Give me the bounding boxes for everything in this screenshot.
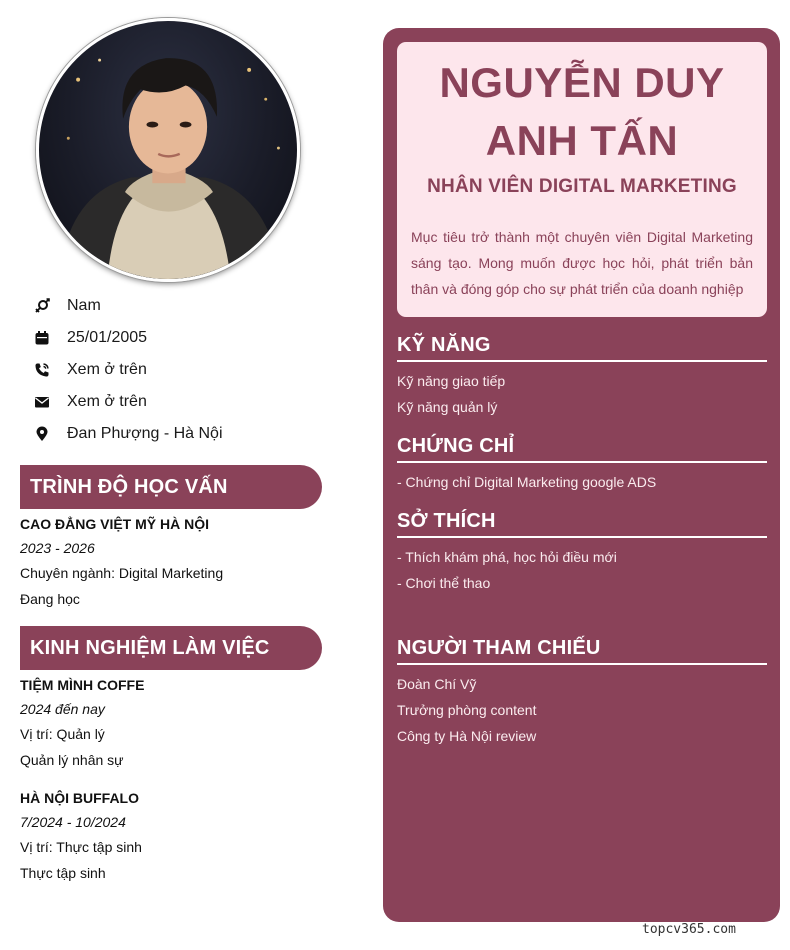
job-position: Vị trí: Thực tập sinh [20, 839, 142, 855]
contact-birthday [33, 322, 333, 354]
hobby-item: - Thích khám phá, học hỏi điều mới [397, 549, 617, 565]
skill-item: Kỹ năng giao tiếp [397, 373, 506, 389]
contact-address [33, 418, 333, 450]
contact-phone [33, 354, 333, 386]
job-position: Vị trí: Quản lý [20, 726, 105, 742]
contact-list [33, 290, 333, 450]
job-period: 7/2024 - 10/2024 [20, 814, 126, 830]
reference-item: Công ty Hà Nội review [397, 728, 537, 744]
skill-item: Kỹ năng quản lý [397, 399, 498, 415]
experience-job [20, 786, 340, 886]
skills-heading: KỸ NĂNG [397, 330, 767, 362]
education-major: Chuyên ngành: Digital Marketing [20, 565, 224, 581]
gender-text: Nam [67, 297, 101, 314]
education-period: 2023 - 2026 [20, 540, 95, 556]
profile-photo [36, 18, 300, 282]
job-title: NHÂN VIÊN DIGITAL MARKETING [427, 176, 737, 197]
phone-icon [33, 361, 51, 379]
education-status: Đang học [20, 591, 80, 607]
job-description: Thực tập sinh [20, 865, 106, 881]
reference-item: Đoàn Chí Vỹ [397, 676, 477, 692]
certificates-heading: CHỨNG CHỈ [397, 431, 767, 463]
birthday-text: 25/01/2005 [67, 329, 148, 346]
job-description: Quản lý nhân sự [20, 752, 124, 768]
certificate-item: - Chứng chỉ Digital Marketing google ADS [397, 474, 657, 490]
gender-icon [33, 297, 51, 315]
references-heading: NGƯỜI THAM CHIẾU [397, 633, 767, 665]
reference-item: Trưởng phòng content [397, 702, 537, 718]
watermark-text: topcv365.com [642, 922, 736, 937]
references-section [397, 633, 767, 749]
certificates-section [397, 431, 767, 495]
calendar-icon [33, 329, 51, 347]
education-block [20, 512, 340, 612]
name-line-1: NGUYỄN DUY [439, 59, 725, 106]
header-card [397, 42, 767, 317]
school-name: CAO ĐẲNG VIỆT MỸ HÀ NỘI [20, 516, 210, 532]
address-text: Đan Phượng - Hà Nội [67, 425, 223, 442]
name-line-2: ANH TẤN [485, 117, 679, 164]
career-objective: Mục tiêu trở thành một chuyên viên Digital Marketing sáng tạo. Mong muốn được học hỏi, phát triển bản thân và đóng góp cho sự phát triển của doanh nghiệp [411, 229, 753, 297]
skills-section [397, 330, 767, 420]
location-pin-icon [33, 425, 51, 443]
job-period: 2024 đến nay [20, 701, 105, 717]
email-text: Xem ở trên [67, 393, 147, 410]
education-heading: TRÌNH ĐỘ HỌC VẤN [20, 465, 322, 509]
mail-icon [33, 393, 51, 411]
hobby-item: - Chơi thể thao [397, 575, 491, 591]
full-name [397, 54, 767, 170]
hobbies-heading: SỞ THÍCH [397, 506, 767, 538]
experience-heading: KINH NGHIỆM LÀM VIỆC [20, 626, 322, 670]
company-name: TIỆM MÌNH COFFE [20, 677, 145, 693]
experience-job [20, 673, 340, 773]
phone-text: Xem ở trên [67, 361, 147, 378]
hobbies-section [397, 506, 767, 596]
company-name: HÀ NỘI BUFFALO [20, 790, 139, 806]
contact-gender [33, 290, 333, 322]
person-photo-illustration [39, 21, 297, 279]
contact-email [33, 386, 333, 418]
